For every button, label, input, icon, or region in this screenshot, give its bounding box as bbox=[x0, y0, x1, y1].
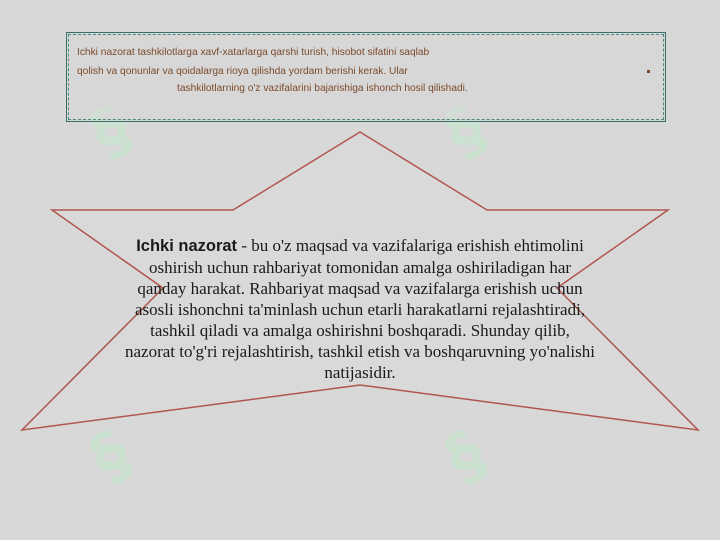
top-text-box bbox=[66, 32, 666, 122]
watermark-logo: § bbox=[433, 416, 499, 498]
watermark-logo: § bbox=[78, 91, 144, 173]
definition-term: Ichki nazorat bbox=[136, 237, 238, 255]
watermark-logo: § bbox=[433, 91, 499, 173]
top-text-line-2: qolish va qonunlar va qoidalarga rioya qilishda yordam berishi kerak. Ular bbox=[77, 66, 408, 77]
definition-paragraph bbox=[125, 235, 595, 383]
top-text-line-1: Ichki nazorat tashkilotlarga xavf-xatarlarga qarshi turish, hisobot sifatini saqlab bbox=[77, 47, 430, 58]
watermark-logo: § bbox=[78, 416, 144, 498]
definition-text: - bu o'z maqsad va vazifalariga erishish ehtimolini oshirish uchun rahbariyat tomonidan amalga oshiriladigan har qanday harakat. Rahbariyat maqsad va vazifalarga erishish uchun asosli ishonchni ta'minlash uchun etarli harakatlarni rejalashtiradi, tashkil qiladi va amalga oshirishni boshqaradi. Shunday qilib, nazorat to'g'ri rejalashtirish, tashkil etish va boshqaruvning yo'nalishi natijasidir. bbox=[125, 236, 595, 382]
top-text-line-3: tashkilotlarning o'z vazifalarini bajarishiga ishonch hosil qilishadi. bbox=[177, 83, 468, 94]
bullet-dot bbox=[647, 70, 650, 73]
